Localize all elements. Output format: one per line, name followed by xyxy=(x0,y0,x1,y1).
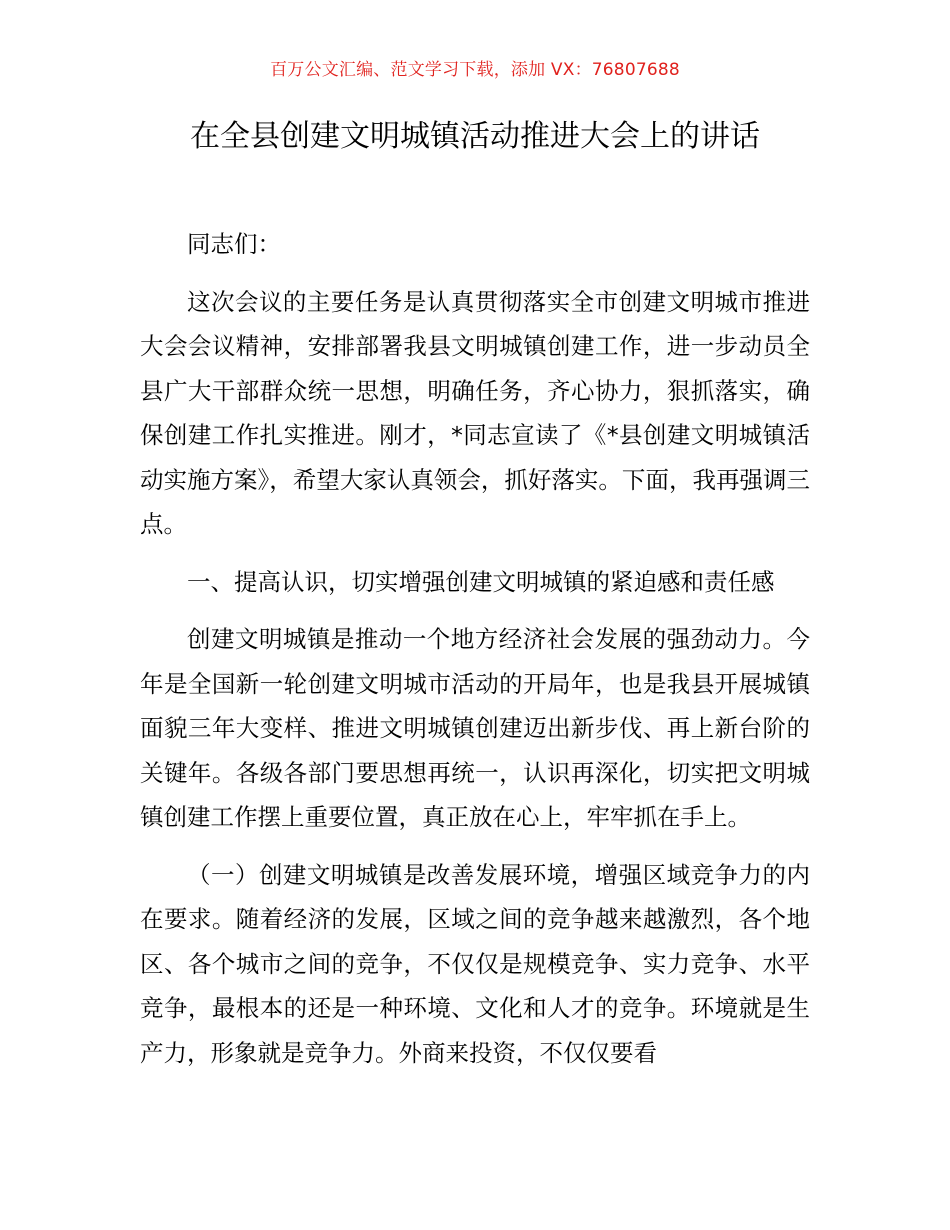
salutation: 同志们： xyxy=(187,230,281,258)
document-body xyxy=(140,222,810,1075)
page-title: 在全县创建文明城镇活动推进大会上的讲话 xyxy=(190,119,760,154)
watermark-header: 百万公文汇编、范文学习下载，添加 VX：76807688 xyxy=(270,60,680,80)
paragraph-intro: 这次会议的主要任务是认真贯彻落实全市创建文明城市推进大会会议精神，安排部署我县文明城镇创建工作，进一步动员全县广大干部群众统一思想，明确任务，齐心协力，狠抓落实，确保创建工作扎实推进。刚才，*同志宣读了《*县创建文明城镇活动实施方案》，希望大家认真领会，抓好落实。下面，我再强调三点。 xyxy=(140,287,810,538)
paragraph-subsection-1: （一）创建文明城镇是改善发展环境，增强区域竞争力的内在要求。随着经济的发展，区域之间的竞争越来越激烈，各个地区、各个城市之间的竞争，不仅仅是规模竞争、实力竞争、水平竞争，最根本的还是一种环境、文化和人才的竞争。环境就是生产力，形象就是竞争力。外商来投资，不仅仅要看 xyxy=(140,860,810,1067)
section-heading-1: 一、提高认识，切实增强创建文明城镇的紧迫感和责任感 xyxy=(187,567,775,596)
paragraph-section-1: 创建文明城镇是推动一个地方经济社会发展的强劲动力。今年是全国新一轮创建文明城市活动的开局年，也是我县开展城镇面貌三年大变样、推进文明城镇创建迈出新步伐、再上新台阶的关键年。各级各部门要思想再统一，认识再深化，切实把文明城镇创建工作摆上重要位置，真正放在心上，牢牢抓在手上。 xyxy=(140,625,810,831)
